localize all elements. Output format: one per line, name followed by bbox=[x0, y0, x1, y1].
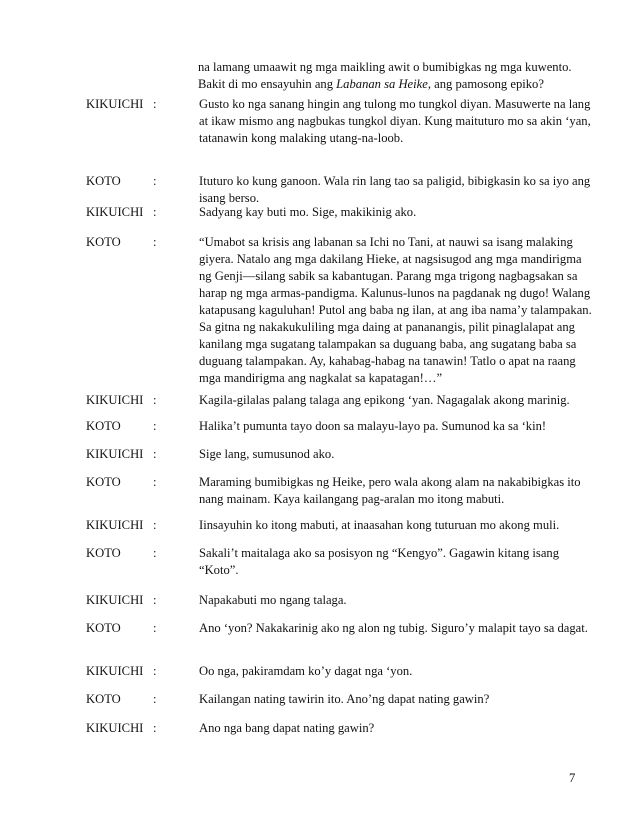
dialogue-line bbox=[86, 392, 606, 409]
dialogue-text: Gusto ko nga sanang hingin ang tulong mo tungkol diyan. Masuwerte na lang at ikaw mismo ang nagbukas tungkol diyan. Kung maituturo mo sa akin ‘yan, tatanawin kong malaking utang-na-loob. bbox=[199, 97, 591, 145]
dialogue-text: Sakali’t maitalaga ako sa posisyon ng “Kengyo”. Gagawin kitang isang “Koto”. bbox=[199, 546, 560, 577]
dialogue-line bbox=[86, 418, 606, 435]
dialogue-line bbox=[86, 234, 606, 387]
colon: : bbox=[153, 593, 157, 607]
dialogue-text: Sadyang kay buti mo. Sige, makikinig ako. bbox=[199, 205, 417, 219]
dialogue-text: Sige lang, sumusunod ako. bbox=[199, 447, 335, 461]
speaker-name: KIKUICHI bbox=[86, 664, 144, 678]
colon: : bbox=[153, 621, 157, 635]
speaker-name: KOTO bbox=[86, 546, 121, 560]
dialogue-line bbox=[86, 545, 606, 579]
speaker-name: KOTO bbox=[86, 174, 121, 188]
colon: : bbox=[153, 447, 157, 461]
dialogue-text: Oo nga, pakiramdam ko’y dagat nga ‘yon. bbox=[199, 664, 413, 678]
dialogue-line bbox=[86, 720, 606, 737]
epic-title: Labanan sa Heike bbox=[336, 77, 428, 91]
dialogue-text: Ituturo ko kung ganoon. Wala rin lang tao sa paligid, bibigkasin ko sa iyo ang isang berso. bbox=[199, 174, 591, 205]
colon: : bbox=[153, 664, 157, 678]
colon: : bbox=[153, 97, 157, 111]
dialogue-line bbox=[86, 173, 606, 207]
speaker-name: KIKUICHI bbox=[86, 393, 144, 407]
page-number: 7 bbox=[569, 771, 576, 785]
dialogue-line bbox=[86, 620, 606, 637]
continued-line: na lamang umaawit ng mga maikling awit o bumibigkas ng mga kuwento. bbox=[198, 60, 572, 74]
dialogue-text: Ano nga bang dapat nating gawin? bbox=[199, 721, 375, 735]
colon: : bbox=[153, 419, 157, 433]
speaker-name: KOTO bbox=[86, 475, 121, 489]
dialogue-line bbox=[86, 474, 606, 508]
dialogue-text: Kailangan nating tawirin ito. Ano’ng dapat nating gawin? bbox=[199, 692, 490, 706]
colon: : bbox=[153, 546, 157, 560]
speaker-name: KIKUICHI bbox=[86, 518, 144, 532]
speaker-name: KOTO bbox=[86, 621, 121, 635]
dialogue-line bbox=[86, 96, 606, 147]
colon: : bbox=[153, 174, 157, 188]
continued-dialogue bbox=[198, 59, 593, 93]
colon: : bbox=[153, 692, 157, 706]
continued-line: Bakit di mo ensayuhin ang Labanan sa Heike, ang pamosong epiko? bbox=[198, 77, 544, 91]
dialogue-text: Iinsayuhin ko itong mabuti, at inaasahan kong tuturuan mo akong muli. bbox=[199, 518, 560, 532]
speaker-name: KIKUICHI bbox=[86, 593, 144, 607]
dialogue-line bbox=[86, 592, 606, 609]
dialogue-line bbox=[86, 691, 606, 708]
dialogue-text: Kagila-gilalas palang talaga ang epikong ‘yan. Nagagalak akong marinig. bbox=[199, 393, 570, 407]
colon: : bbox=[153, 205, 157, 219]
dialogue-line bbox=[86, 517, 606, 534]
colon: : bbox=[153, 235, 157, 249]
dialogue-text: Maraming bumibigkas ng Heike, pero wala akong alam na nakabibigkas ito nang mainam. Kaya kailangang pag-aralan mo itong mabuti. bbox=[199, 475, 581, 506]
speaker-name: KIKUICHI bbox=[86, 447, 144, 461]
speaker-name: KOTO bbox=[86, 692, 121, 706]
dialogue-line bbox=[86, 204, 606, 221]
speaker-name: KIKUICHI bbox=[86, 721, 144, 735]
dialogue-text: “Umabot sa krisis ang labanan sa Ichi no Tani, at nauwi sa isang malaking giyera. Natalo ang mga dakilang Hieke, at nagsisugod ang mga mandirigma ng Genji—silang sabik sa kabantugan. Parang mga trigong nagbagsakan sa harap ng mga armas-pandigma. Kalunus-lunos na pagdanak ng dugo! Walang katapusang kaguluhan! Putol ang baba ng ilan, at ang iba nama’y talampakan. Sa gitna ng nakakukuliling mga daing at pananangis, pilit pinaglalapat ang kanilang mga sugatang talampakan sa duguang baba, ang sugatang baba sa duguang talampakan. Ay, kahabag-habag na tanawin! Tatlo o apat na raang mga mandirigma ang nagkalat sa kapatagan!…” bbox=[199, 235, 592, 385]
colon: : bbox=[153, 393, 157, 407]
colon: : bbox=[153, 518, 157, 532]
colon: : bbox=[153, 475, 157, 489]
dialogue-text: Ano ‘yon? Nakakarinig ako ng alon ng tubig. Siguro’y malapit tayo sa dagat. bbox=[199, 621, 588, 635]
dialogue-line bbox=[86, 446, 606, 463]
colon: : bbox=[153, 721, 157, 735]
speaker-name: KIKUICHI bbox=[86, 97, 144, 111]
dialogue-text: Napakabuti mo ngang talaga. bbox=[199, 593, 347, 607]
speaker-name: KOTO bbox=[86, 419, 121, 433]
speaker-name: KIKUICHI bbox=[86, 205, 144, 219]
dialogue-line bbox=[86, 663, 606, 680]
speaker-name: KOTO bbox=[86, 235, 121, 249]
dialogue-text: Halika’t pumunta tayo doon sa malayu-layo pa. Sumunod ka sa ‘kin! bbox=[199, 419, 547, 433]
